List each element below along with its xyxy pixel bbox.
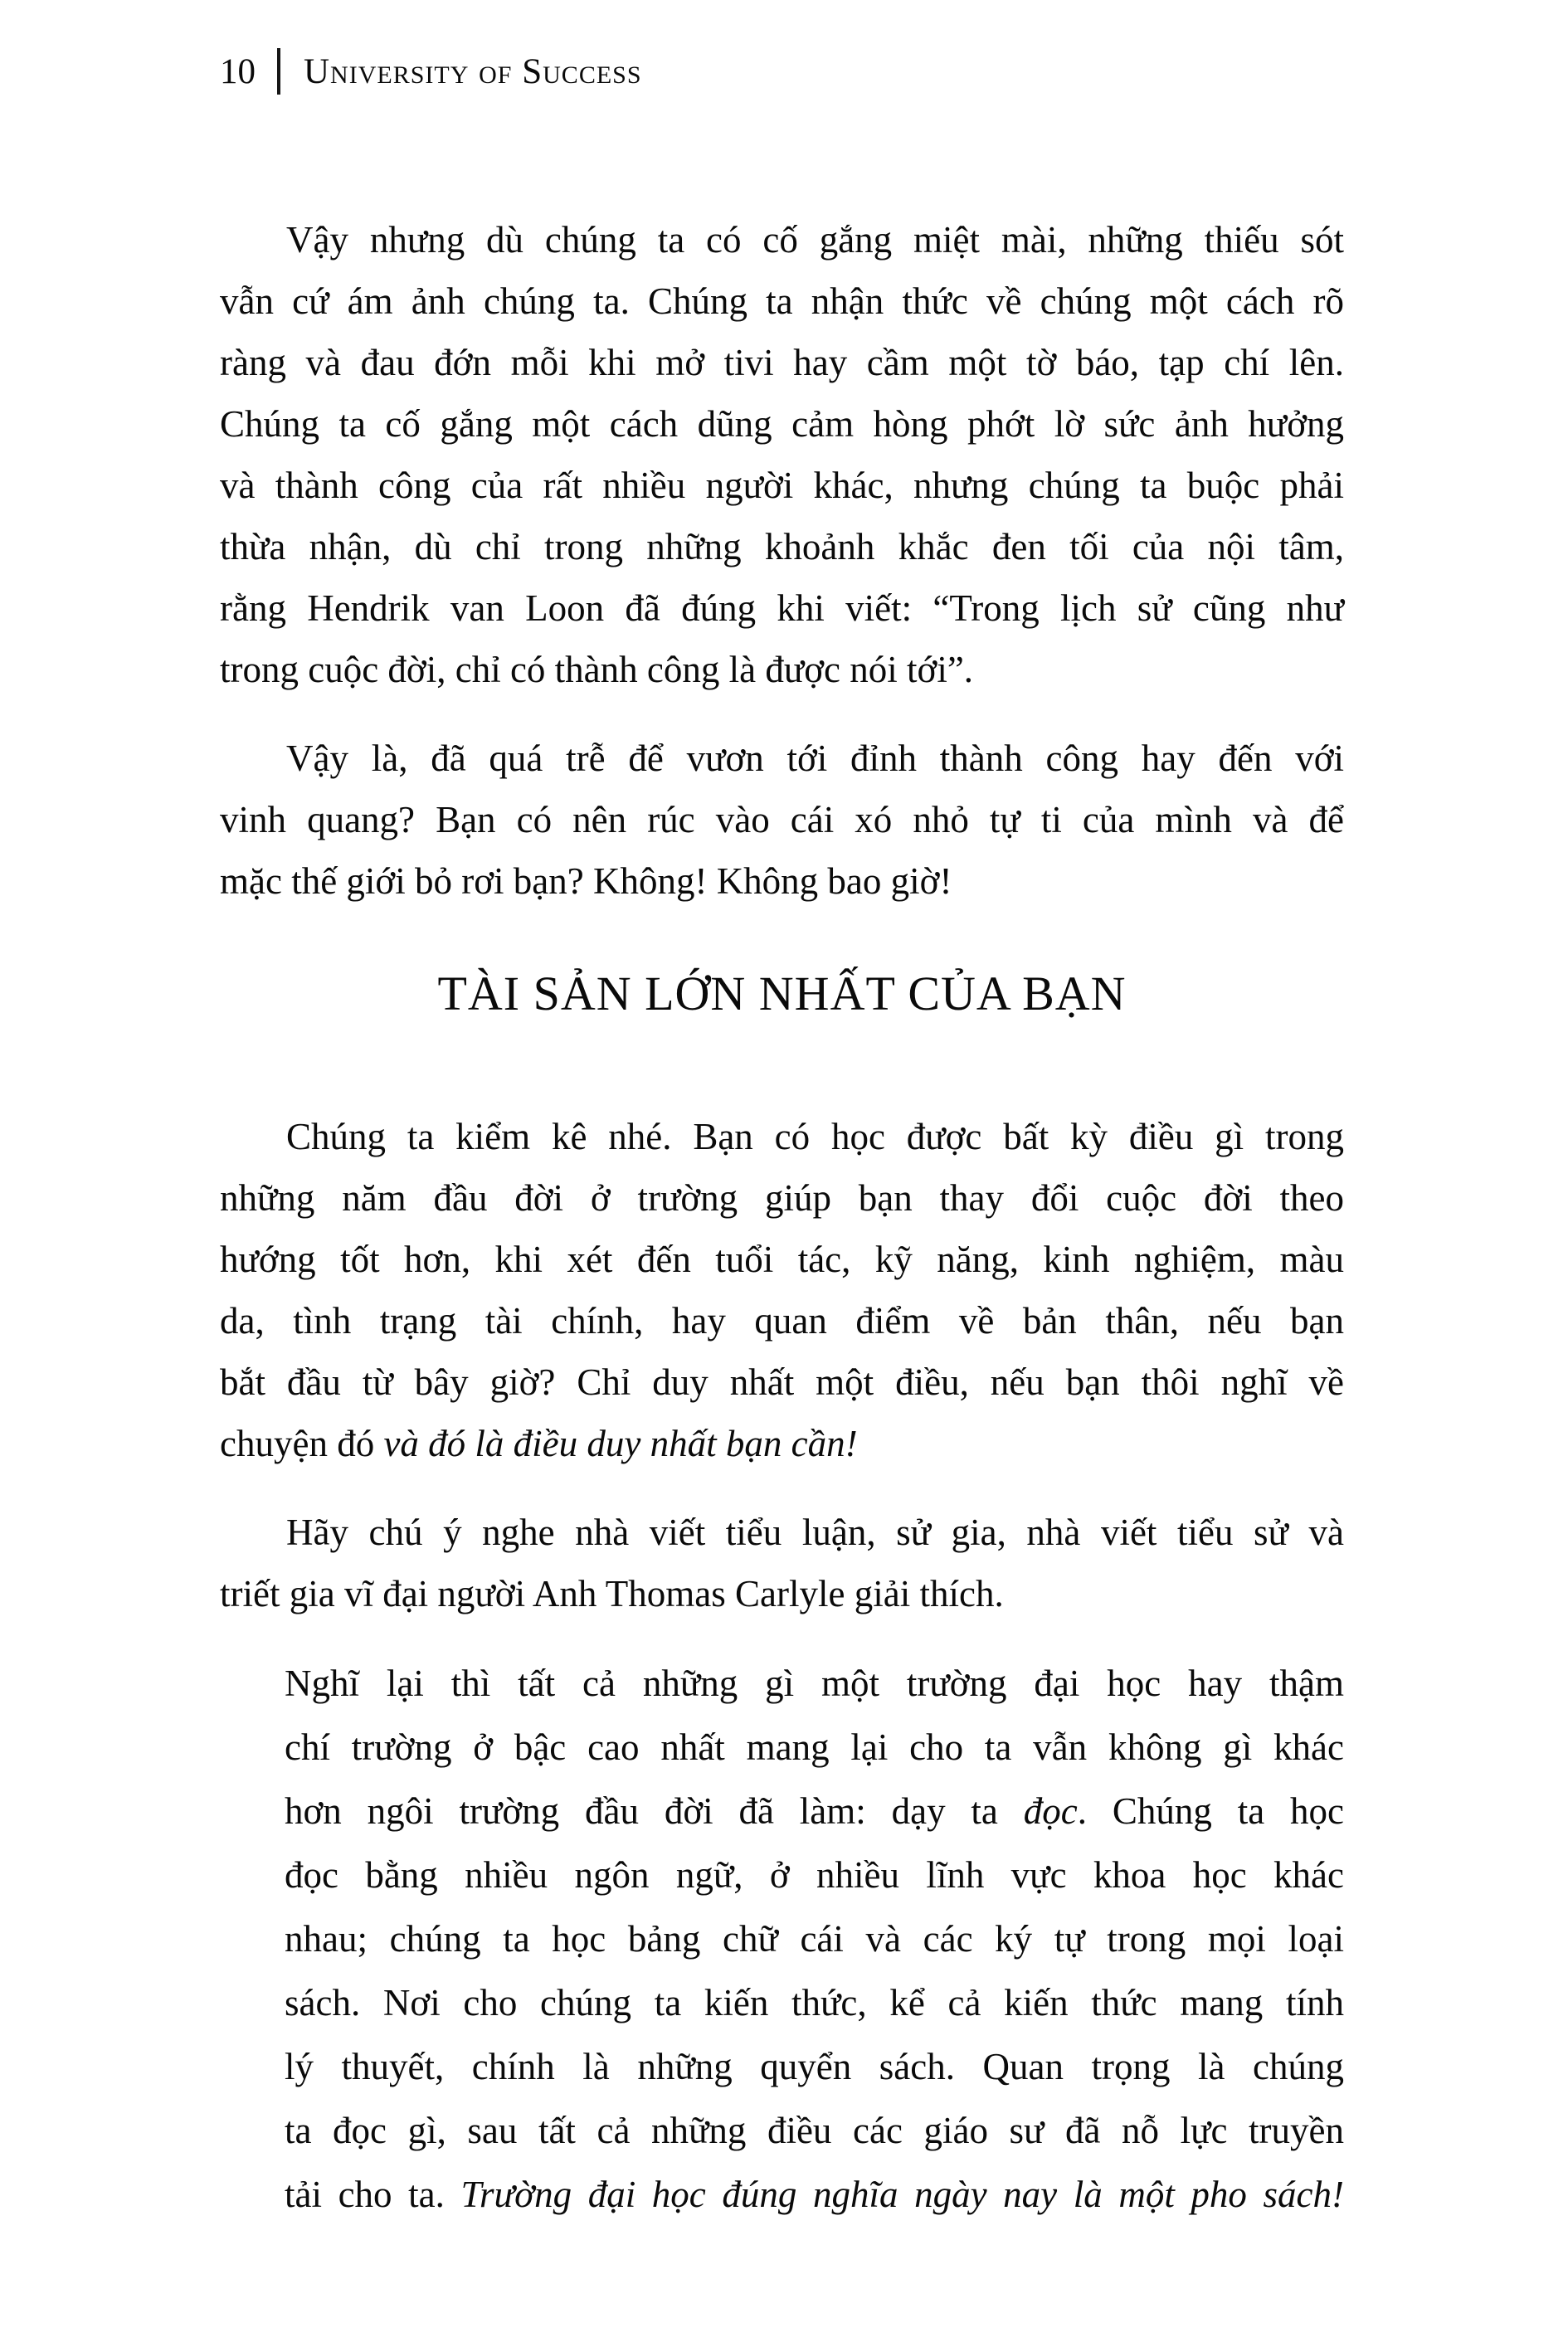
text-line: hướng tốt hơn, khi xét đến tuổi tác, kỹ năng, kinh nghiệm, màu: [220, 1239, 1344, 1280]
text-line: Vậy nhưng dù chúng ta có cố gắng miệt mài, những thiếu sót: [286, 219, 1344, 261]
text-line: và thành công của rất nhiều người khác, nhưng chúng ta buộc phải: [220, 465, 1344, 506]
text-line: Nghĩ lại thì tất cả những gì một trường đại học hay thậm: [285, 1663, 1344, 1704]
text-line: ràng và đau đớn mỗi khi mở tivi hay cầm một tờ báo, tạp chí lên.: [220, 342, 1344, 383]
page-content: [220, 209, 1344, 2227]
italic-text: và đó là điều duy nhất bạn cần!: [383, 1423, 858, 1464]
text-line: bắt đầu từ bây giờ? Chỉ duy nhất một điều, nếu bạn thôi nghĩ về: [220, 1361, 1344, 1403]
text-line: tải cho ta. Trường đại học đúng nghĩa ngày nay là một pho sách!: [285, 2174, 1344, 2215]
text-line: triết gia vĩ đại người Anh Thomas Carlyle giải thích.: [220, 1573, 1004, 1614]
text-line: vinh quang? Bạn có nên rúc vào cái xó nhỏ tự ti của mình và để: [220, 799, 1344, 840]
text-line: những năm đầu đời ở trường giúp bạn thay đổi cuộc đời theo: [220, 1177, 1344, 1219]
text-line: vẫn cứ ám ảnh chúng ta. Chúng ta nhận thức về chúng một cách rõ: [220, 280, 1344, 322]
text-line: lý thuyết, chính là những quyển sách. Quan trọng là chúng: [285, 2046, 1344, 2087]
text-line: da, tình trạng tài chính, hay quan điểm về bản thân, nếu bạn: [220, 1300, 1344, 1342]
text-line: ta đọc gì, sau tất cả những điều các giáo sư đã nỗ lực truyền: [285, 2110, 1344, 2151]
paragraph: [220, 209, 1344, 700]
paragraph: [220, 1106, 1344, 1474]
paragraph: [220, 728, 1344, 912]
text-line: chuyện đó và đó là điều duy nhất bạn cần!: [220, 1423, 858, 1464]
text-line: Hãy chú ý nghe nhà viết tiểu luận, sử gia, nhà viết tiểu sử và: [286, 1512, 1344, 1553]
text-line: sách. Nơi cho chúng ta kiến thức, kể cả kiến thức mang tính: [285, 1982, 1344, 2023]
header-divider: [277, 48, 280, 95]
text-line: Vậy là, đã quá trễ để vươn tới đỉnh thành công hay đến với: [286, 738, 1344, 779]
italic-text: đọc: [1023, 1790, 1078, 1832]
page-header: [220, 48, 642, 95]
text-line: chí trường ở bậc cao nhất mang lại cho ta vẫn không gì khác: [285, 1726, 1344, 1768]
text-line: Chúng ta kiểm kê nhé. Bạn có học được bất kỳ điều gì trong: [286, 1116, 1344, 1157]
quote-block: [285, 1652, 1344, 2227]
text-line: thừa nhận, dù chỉ trong những khoảnh khắc đen tối của nội tâm,: [220, 526, 1344, 567]
text-line: đọc bằng nhiều ngôn ngữ, ở nhiều lĩnh vực khoa học khác: [285, 1854, 1344, 1896]
page-number: 10: [220, 51, 256, 91]
book-title: University of Success: [304, 51, 642, 91]
paragraph: [220, 1502, 1344, 1624]
text-line: nhau; chúng ta học bảng chữ cái và các ký tự trong mọi loại: [285, 1918, 1344, 1960]
text-line: rằng Hendrik van Loon đã đúng khi viết: “Trong lịch sử cũng như: [220, 587, 1344, 629]
text-line: mặc thế giới bỏ rơi bạn? Không! Không bao giờ!: [220, 860, 952, 902]
italic-text: Trường đại học đúng nghĩa ngày nay là một pho sách!: [460, 2174, 1344, 2215]
text-line: Chúng ta cố gắng một cách dũng cảm hòng phớt lờ sức ảnh hưởng: [220, 403, 1344, 445]
text-line: hơn ngôi trường đầu đời đã làm: dạy ta đọc. Chúng ta học: [285, 1790, 1344, 1832]
section-heading: TÀI SẢN LỚN NHẤT CỦA BẠN: [437, 967, 1127, 1020]
text-line: trong cuộc đời, chỉ có thành công là được nói tới”.: [220, 649, 974, 690]
